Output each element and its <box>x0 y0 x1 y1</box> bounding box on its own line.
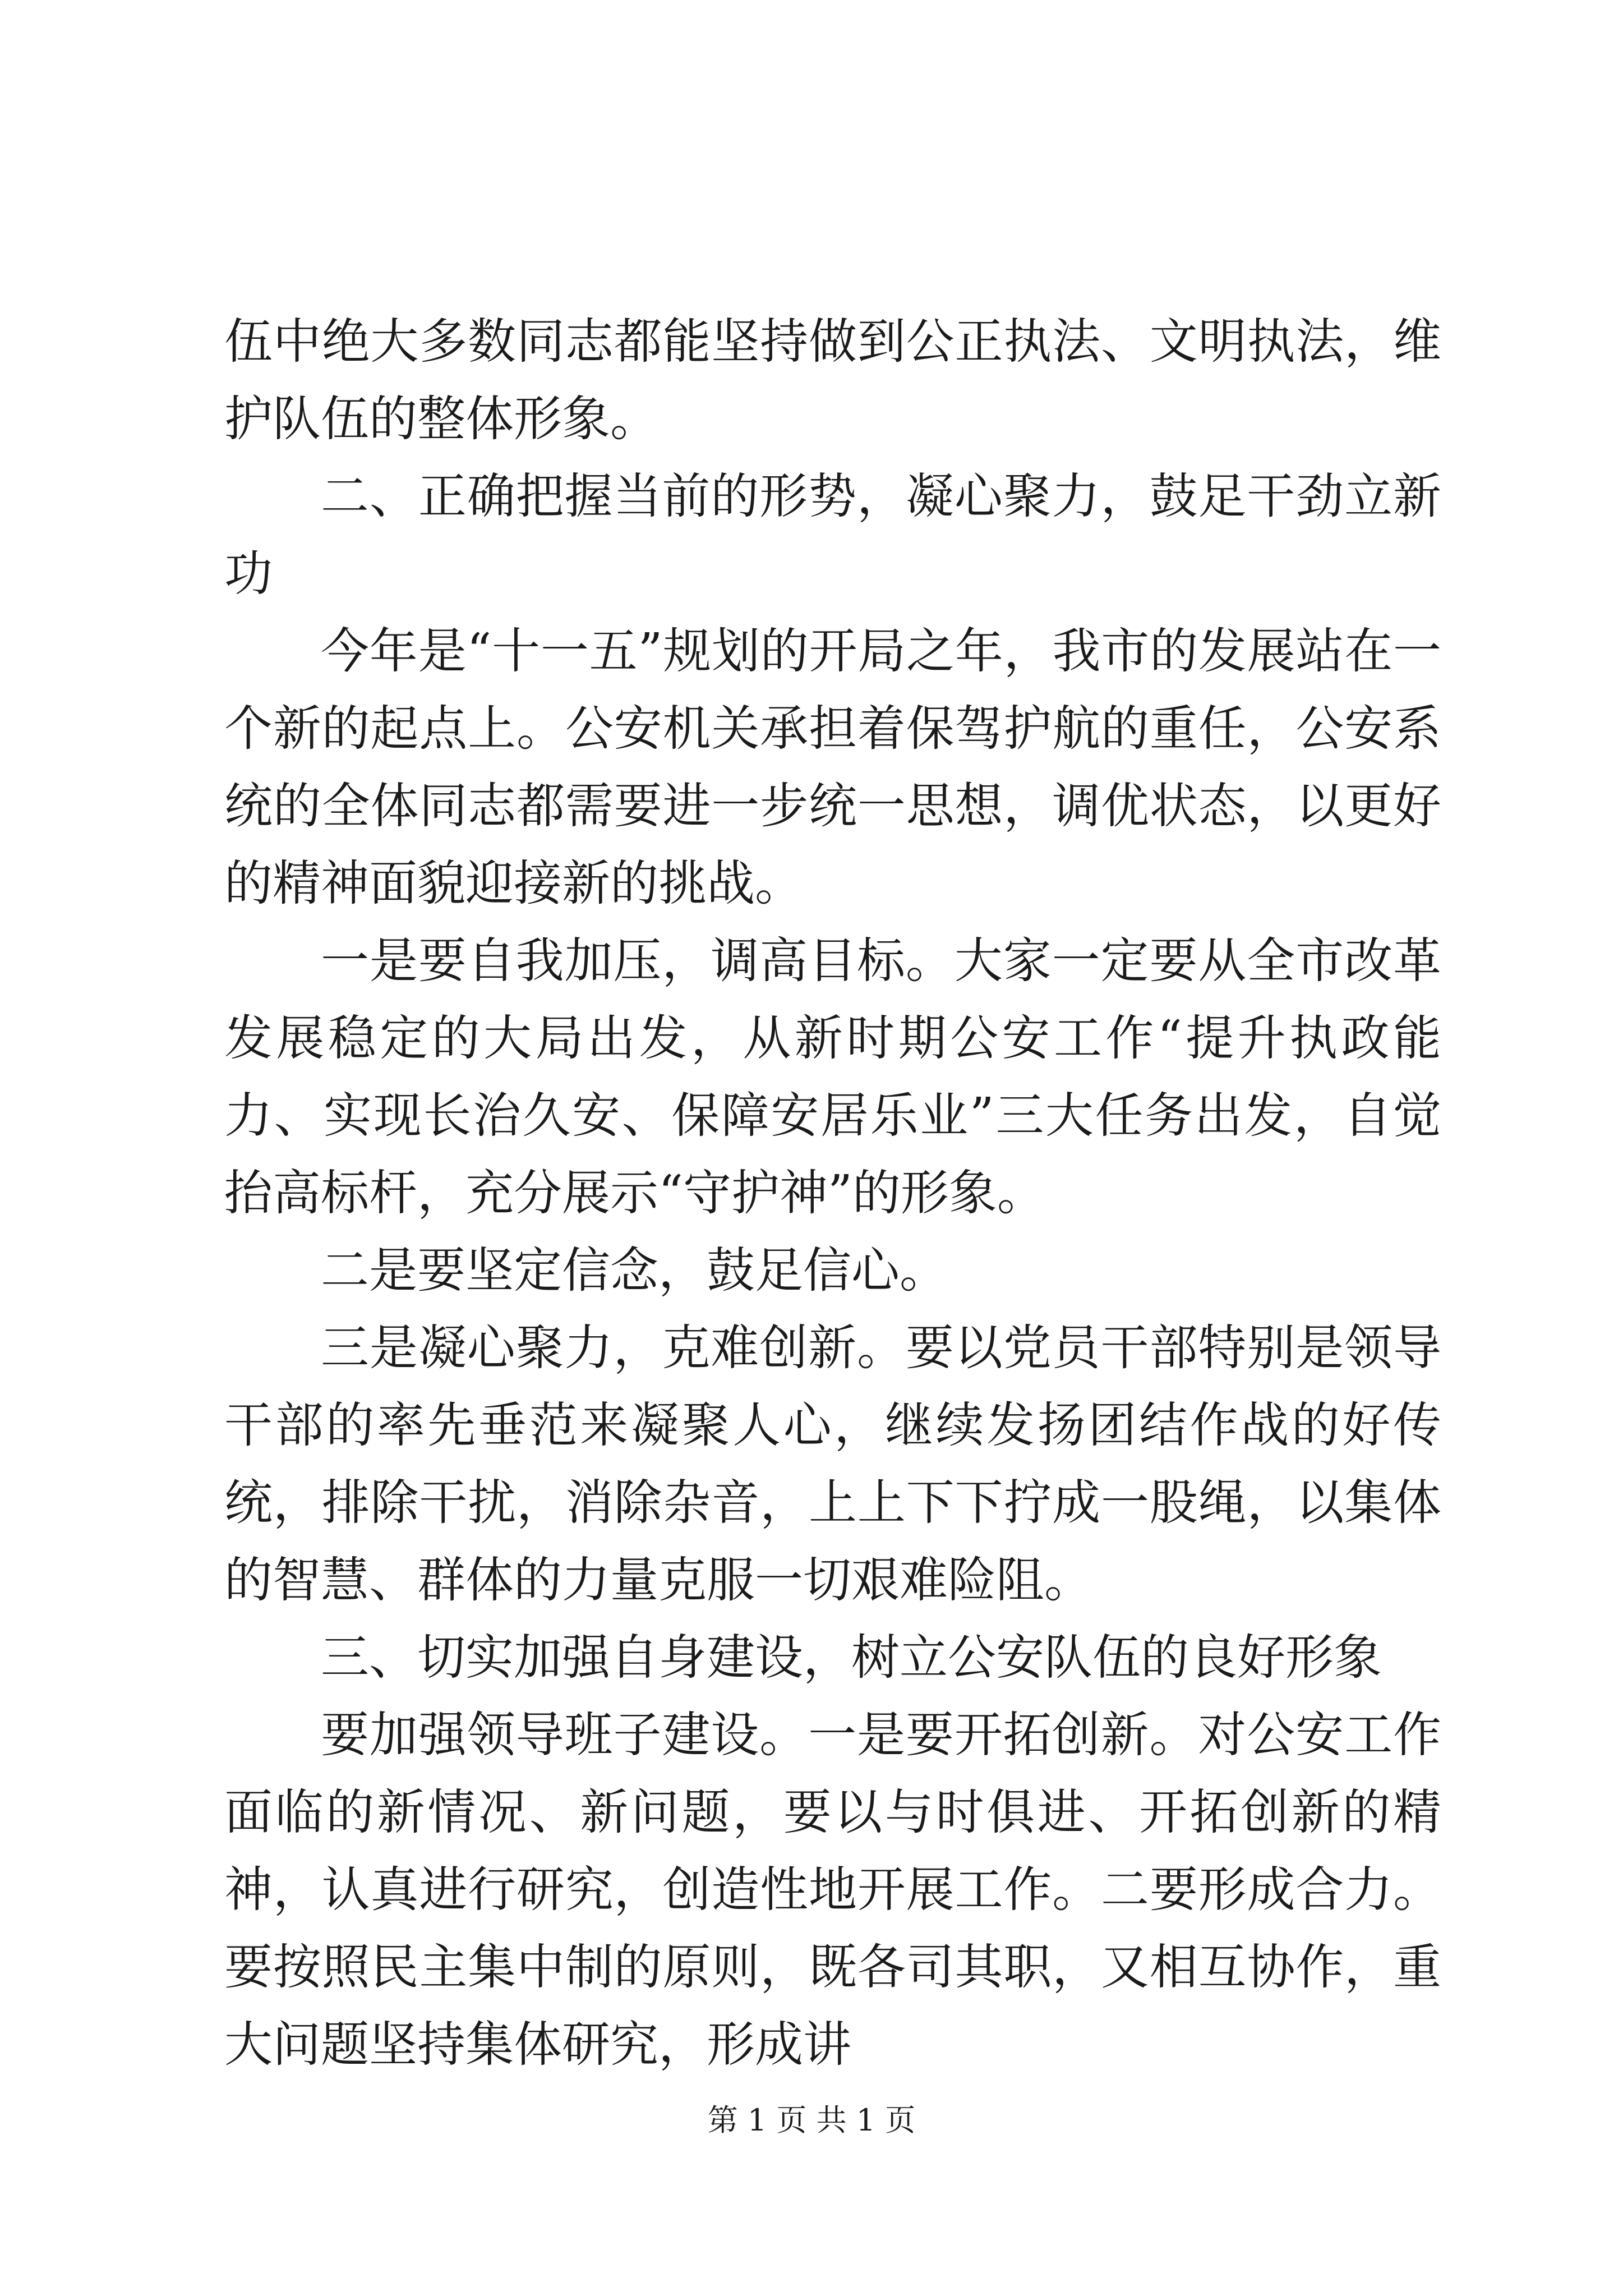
page-footer <box>0 2101 1623 2140</box>
paragraph: 二是要坚定信念，鼓足信心。 <box>321 1243 948 1299</box>
paragraph-continuation: 伍中绝大多数同志都能坚持做到公正执法、文明执法，维护队伍的整体形象。 <box>224 314 1441 447</box>
section-heading-two: 二、正确把握当前的形势，凝心聚力，鼓足干劲立新功 <box>224 468 1441 602</box>
section-heading-three: 三、切实加强自身建设，树立公安队伍的良好形象 <box>321 1630 1382 1686</box>
paragraph: 今年是“十一五”规划的开局之年，我市的发展站在一个新的起点上。公安机关承担着保驾护航的重任，公安系统的全体同志都需要进一步统一思想，调优状态，以更好的精神面貌迎接新的挑战。 <box>224 623 1441 912</box>
page-number: 第 1 页 共 1 页 <box>707 2102 916 2138</box>
document-body <box>224 303 1441 2083</box>
paragraph: 三是凝心聚力，克难创新。要以党员干部特别是领导干部的率先垂范来凝聚人心，继续发扬团结作战的好传统，排除干扰，消除杂音，上上下下拧成一股绳，以集体的智慧、群体的力量克服一切艰难险阻。 <box>224 1320 1441 1608</box>
paragraph: 要加强领导班子建设。一是要开拓创新。对公安工作面临的新情况、新问题，要以与时俱进、开拓创新的精神，认真进行研究，创造性地开展工作。二要形成合力。要按照民主集中制的原则，既各司其职，又相互协作，重大问题坚持集体研究，形成讲 <box>224 1707 1441 2073</box>
paragraph: 一是要自我加压，调高目标。大家一定要从全市改革发展稳定的大局出发，从新时期公安工作“提升执政能力、实现长治久安、保障安居乐业”三大任务出发，自觉抬高标杆，充分展示“守护神”的形象。 <box>224 933 1441 1221</box>
